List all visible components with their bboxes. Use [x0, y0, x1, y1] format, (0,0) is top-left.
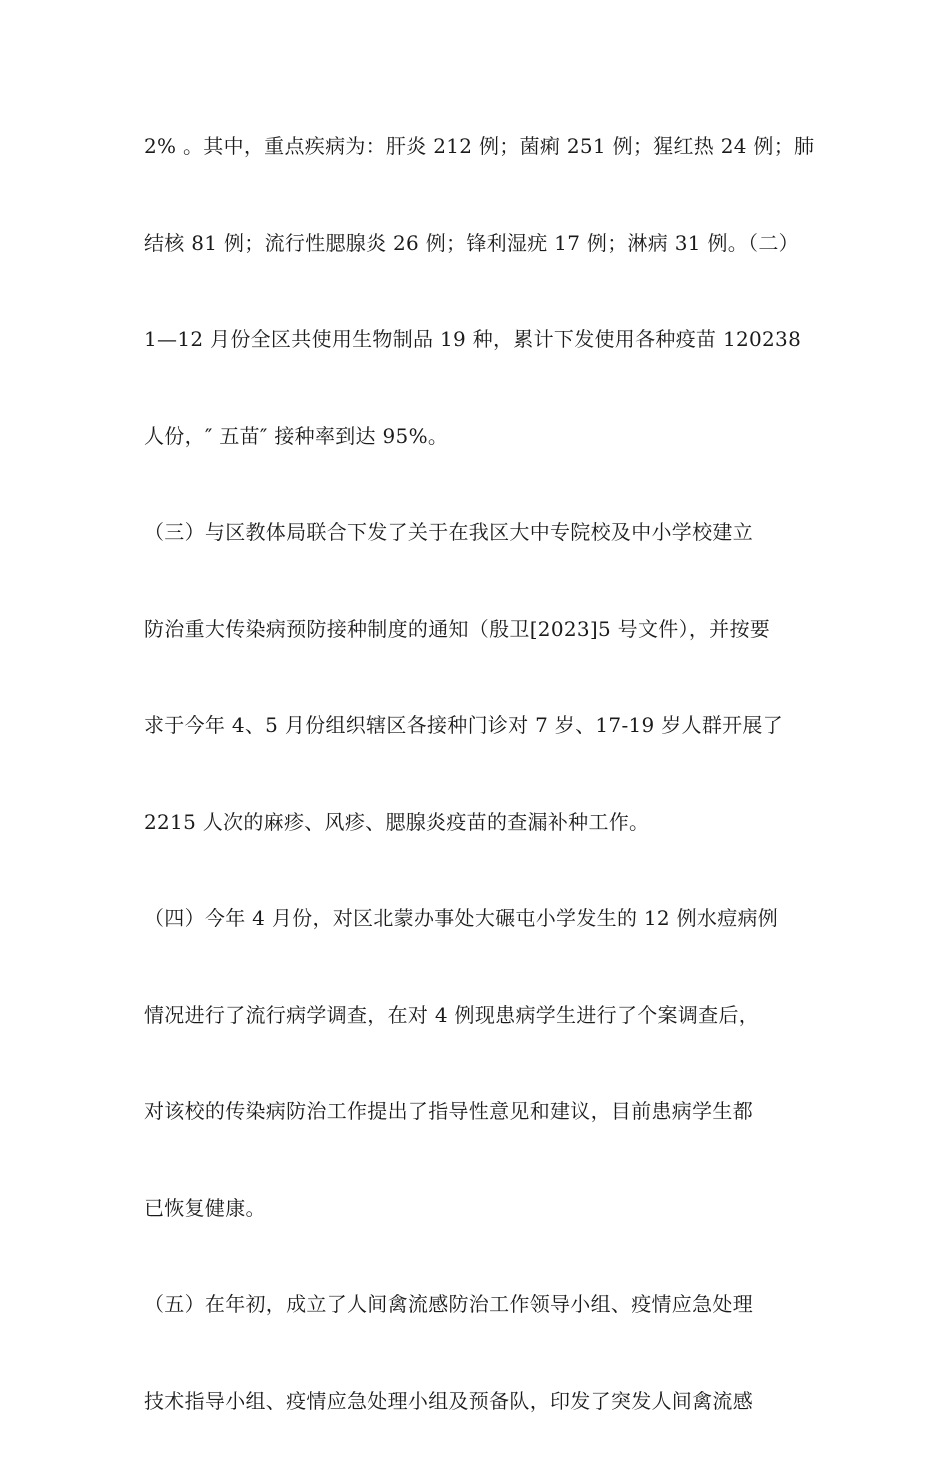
paragraph-line: 情况进行了流行病学调查，在对 4 例现患病学生进行了个案调查后，: [144, 1002, 760, 1027]
paragraph-line: 求于今年 4、5 月份组织辖区各接种门诊对 7 岁、17-19 岁人群开展了: [144, 713, 784, 737]
paragraph-line: （五）在年初，成立了人间禽流感防治工作领导小组、疫情应急处理: [144, 1292, 753, 1316]
paragraph-line: 技术指导小组、疫情应急处理小组及预备队，印发了突发人间禽流感: [144, 1388, 753, 1413]
paragraph-line: 对该校的传染病防治工作提出了指导性意见和建议，目前患病学生都: [144, 1099, 753, 1123]
document-body: [144, 122, 824, 1473]
paragraph-line: 防治重大传染病预防接种制度的通知（殷卫[2023]5 号文件），并按要: [144, 616, 771, 641]
paragraph-line: （四）今年 4 月份，对区北蒙办事处大碾屯小学发生的 12 例水痘病例: [144, 906, 779, 930]
paragraph-line: 结核 81 例；流行性腮腺炎 26 例；锋利湿疣 17 例；淋病 31 例。（二）: [144, 230, 799, 255]
paragraph-line: 人份，″ 五苗″ 接种率到达 95%。: [144, 423, 449, 448]
paragraph-line: （三）与区教体局联合下发了关于在我区大中专院校及中小学校建立: [144, 520, 753, 544]
paragraph-line: 2% 。其中，重点疾病为：肝炎 212 例；菌痢 251 例；猩红热 24 例；肺: [144, 134, 815, 158]
paragraph-line: 已恢复健康。: [144, 1195, 266, 1220]
paragraph-line: 1—12 月份全区共使用生物制品 19 种，累计下发使用各种疫苗 120238: [144, 327, 802, 351]
paragraph-line: 2215 人次的麻疹、风疹、腮腺炎疫苗的查漏补种工作。: [144, 809, 650, 834]
